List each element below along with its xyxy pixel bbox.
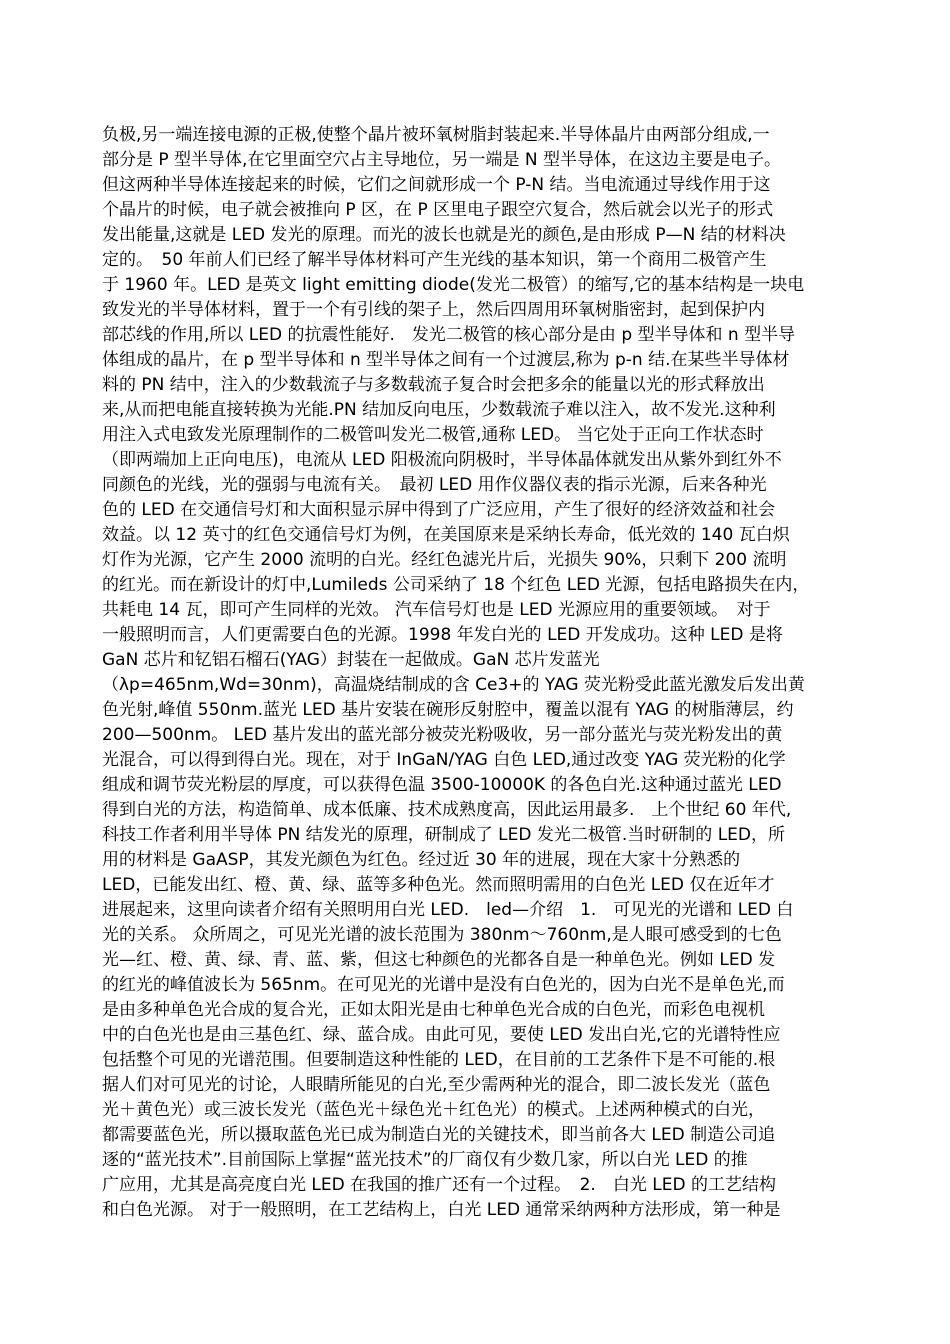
- text-line: 广应用，尤其是高亮度白光 LED 在我国的推广还有一个过程。 2. 白光 LED 的工艺结构: [102, 1175, 776, 1195]
- text-line: 据人们对可见光的讨论，人眼睛所能见的白光,至少需两种光的混合，即二波长发光（蓝色: [102, 1075, 771, 1095]
- text-line: 一般照明而言，人们更需要白色的光源。1998 年发白光的 LED 开发成功。这种 LED 是将: [102, 625, 783, 645]
- text-line: 定的。 50 年前人们已经了解半导体材料可产生光线的基本知识，第一个商用二极管产生: [102, 250, 767, 270]
- text-line: 进展起来，这里向读者介绍有关照明用白光 LED. led—介绍 1. 可见光的光谱和 LED 白: [102, 900, 794, 920]
- text-line: 来,从而把电能直接转换为光能.PN 结加反向电压，少数载流子难以注入，故不发光.这种利: [102, 400, 776, 420]
- text-line: 用注入式电致发光原理制作的二极管叫发光二极管,通称 LED。 当它处于正向工作状态时: [102, 425, 764, 445]
- text-line: 得到白光的方法，构造简单、成本低廉、技术成熟度高，因此运用最多. 上个世纪 60 年代,: [102, 800, 792, 820]
- text-line: 光＋黄色光）或三波长发光（蓝色光＋绿色光＋红色光）的模式。上述两种模式的白光，: [102, 1100, 765, 1120]
- text-line: 致发光的半导体材料，置于一个有引线的架子上，然后四周用环氧树脂密封，起到保护内: [102, 300, 765, 320]
- text-line: GaN 芯片和钇铝石榴石(YAG）封装在一起做成。GaN 芯片发蓝光: [102, 650, 600, 670]
- text-line: 都需要蓝色光，所以摄取蓝色光已成为制造白光的关键技术，即当前各大 LED 制造公司追: [102, 1125, 776, 1145]
- text-line: 但这两种半导体连接起来的时候，它们之间就形成一个 P-N 结。当电流通过导线作用于这: [102, 175, 771, 195]
- text-line: 同颜色的光线，光的强弱与电流有关。 最初 LED 用作仪器仪表的指示光源，后来各种光: [102, 475, 767, 495]
- text-line: 的红光。而在新设计的灯中,Lumileds 公司采纳了 18 个红色 LED 光源，包括电路损失在内，: [102, 575, 810, 595]
- text-line: 和白色光源。 对于一般照明，在工艺结构上，白光 LED 通常采纳两种方法形成，第一种是: [102, 1200, 781, 1220]
- text-line: 科技工作者利用半导体 PN 结发光的原理，研制成了 LED 发光二极管.当时研制的 LED，所: [102, 825, 785, 845]
- text-line: 光混合，可以得到得白光。现在，对于 InGaN/YAG 白色 LED,通过改变 YAG 荧光粉的化学: [102, 750, 786, 770]
- text-line: 光—红、橙、黄、绿、青、蓝、紫，但这七种颜色的光都各自是一种单色光。例如 LED 发: [102, 950, 776, 970]
- text-line: 的红光的峰值波长为 565nm。在可见光的光谱中是没有白色光的，因为白光不是单色光,而: [102, 975, 785, 995]
- text-line: 用的材料是 GaASP，其发光颜色为红色。经过近 30 年的进展，现在大家十分熟悉的: [102, 850, 741, 870]
- text-line: 于 1960 年。LED 是英文 light emitting diode(发光二极管）的缩写,它的基本结构是一块电: [102, 275, 805, 295]
- text-line: 体组成的晶片，在 p 型半导体和 n 型半导体之间有一个过渡层,称为 p-n 结.在某些半导体材: [102, 350, 790, 370]
- text-line: 是由多种单色光合成的复合光，正如太阳光是由七种单色光合成的白色光，而彩色电视机: [102, 1000, 765, 1020]
- text-line: 中的白色光也是由三基色红、绿、蓝合成。由此可见，要使 LED 发出白光,它的光谱特性应: [102, 1025, 781, 1045]
- text-line: 负极,另一端连接电源的正极,使整个晶片被环氧树脂封装起来.半导体晶片由两部分组成,一: [102, 125, 770, 145]
- text-line: 光的关系。 众所周之，可见光光谱的波长范围为 380nm～760nm,是人眼可感受到的七色: [102, 925, 782, 945]
- text-line: 发出能量,这就是 LED 发光的原理。而光的波长也就是光的颜色,是由形成 P—N 结的材料决: [102, 225, 786, 245]
- text-line: 部分是 P 型半导体,在它里面空穴占主导地位，另一端是 N 型半导体，在这边主要是电子。: [102, 150, 781, 170]
- text-line: 效益。以 12 英寸的红色交通信号灯为例，在美国原来是采纳长寿命，低光效的 140 瓦白炽: [102, 525, 790, 545]
- text-line: 共耗电 14 瓦，即可产生同样的光效。 汽车信号灯也是 LED 光源应用的重要领域。 对于: [102, 600, 771, 620]
- text-line: 个晶片的时候，电子就会被推向 P 区，在 P 区里电子跟空穴复合，然后就会以光子的形式: [102, 200, 774, 220]
- text-line: 组成和调节荧光粉层的厚度，可以获得色温 3500-10000K 的各色白光.这种通过蓝光 LED: [102, 775, 782, 795]
- text-line: （即两端加上正向电压)，电流从 LED 阳极流向阴极时，半导体晶体就发出从紫外到红外不: [102, 450, 782, 470]
- text-line: 色的 LED 在交通信号灯和大面积显示屏中得到了广泛应用，产生了很好的经济效益和社会: [102, 500, 776, 520]
- text-line: 包括整个可见的光谱范围。但要制造这种性能的 LED，在目前的工艺条件下是不可能的.根: [102, 1050, 776, 1070]
- text-line: 部芯线的作用,所以 LED 的抗震性能好. 发光二极管的核心部分是由 p 型半导体和 n 型半导: [102, 325, 796, 345]
- text-line: 色光射,峰值 550nm.蓝光 LED 基片安装在碗形反射腔中，覆盖以混有 YAG 的树脂薄层，约: [102, 700, 794, 720]
- text-line: 料的 PN 结中，注入的少数载流子与多数载流子复合时会把多余的能量以光的形式释放出: [102, 375, 765, 395]
- text-line: LED，已能发出红、橙、黄、绿、蓝等多种色光。然而照明需用的白色光 LED 仅在近年才: [102, 875, 775, 895]
- text-line: 200—500nm。 LED 基片发出的蓝光部分被荧光粉吸收，另一部分蓝光与荧光粉发出的黄: [102, 725, 783, 745]
- text-line: 逐的“蓝光技术”.目前国际上掌握“蓝光技术”的厂商仅有少数几家，所以白光 LED 的推: [102, 1150, 748, 1170]
- text-line: （λp=465nm,Wd=30nm)，高温烧结制成的含 Ce3+的 YAG 荧光粉受此蓝光激发后发出黄: [102, 675, 805, 695]
- text-line: 灯作为光源，它产生 2000 流明的白光。经红色滤光片后，光损失 90%，只剩下 200 流明: [102, 550, 787, 570]
- body-text: [102, 123, 862, 1223]
